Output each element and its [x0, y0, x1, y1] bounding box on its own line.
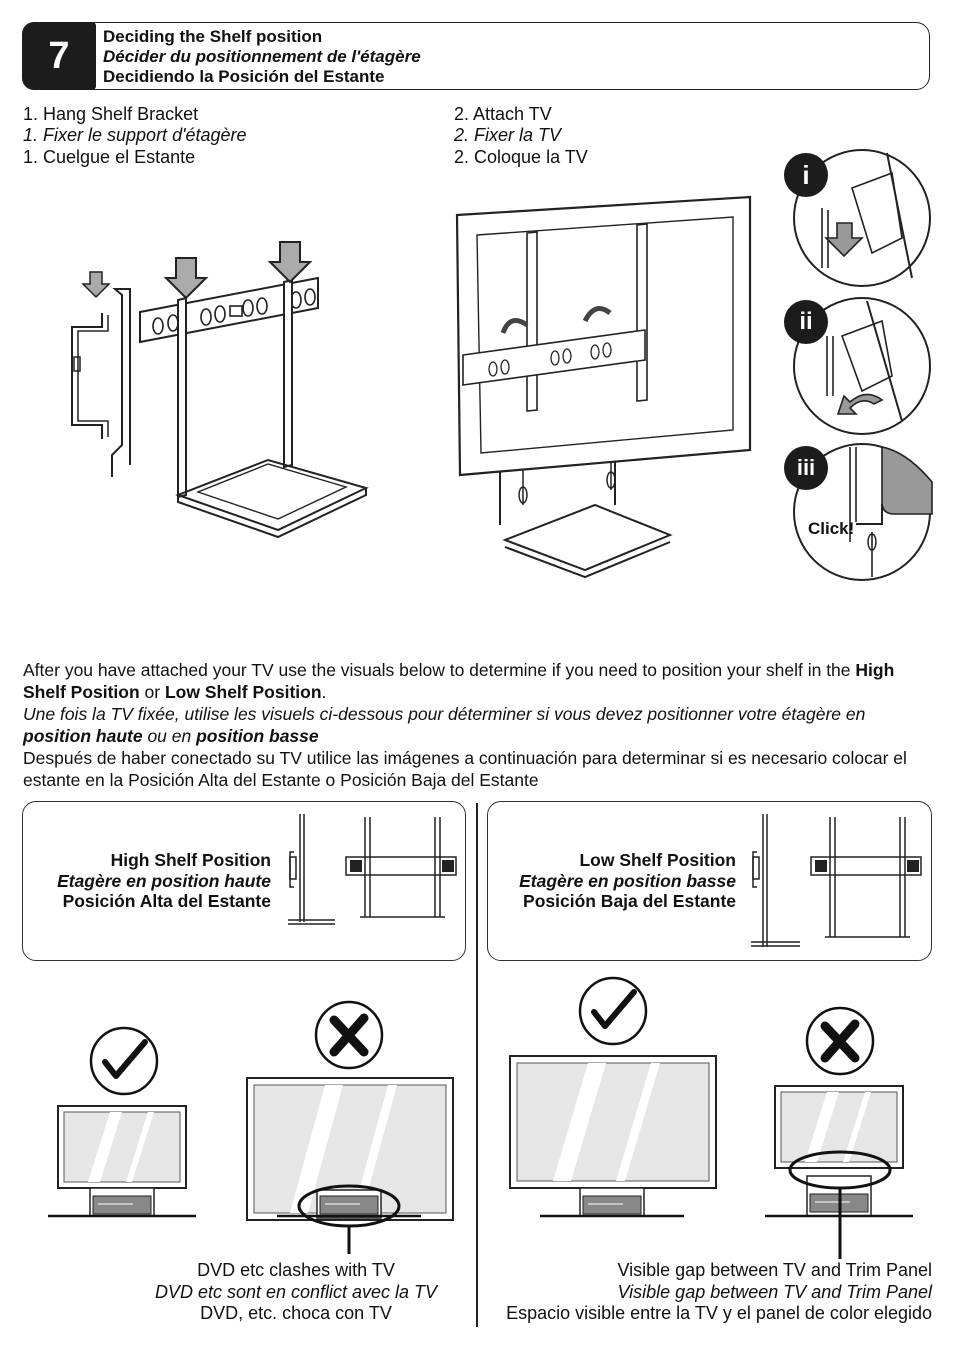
cross-mark-icon — [314, 1000, 384, 1070]
step2-fr: 2. Fixer la TV — [454, 125, 562, 145]
tv-attach-illustration — [455, 195, 755, 580]
step1-en: 1. Hang Shelf Bracket — [23, 104, 199, 124]
column-divider — [476, 803, 478, 1327]
tv-scene-low-correct — [508, 1054, 720, 1219]
tv-scene-high-clash — [245, 1076, 457, 1256]
clash-caption: DVD etc clashes with TV DVD etc sont en conflict avec la TV DVD, etc. choca con TV — [154, 1260, 438, 1323]
cross-mark-icon — [805, 1006, 875, 1076]
low-shelf-diagram — [745, 812, 920, 947]
tv-scene-high-correct — [48, 1104, 198, 1219]
instructions-en: After you have attached your TV use the visuals below to determine if you need to position your shelf in the High Shelf Position or Low Shelf Position. — [23, 660, 895, 702]
step1-es: 1. Cuelgue el Estante — [23, 147, 196, 167]
high-shelf-label: High Shelf Position Etagère en position haute Posición Alta del Estante — [57, 850, 271, 911]
check-mark-icon — [89, 1026, 159, 1096]
title-es: Decidiendo la Posición del Estante — [103, 67, 385, 86]
down-arrow-icon — [82, 272, 110, 298]
check-mark-icon — [578, 976, 648, 1046]
gap-caption: Visible gap between TV and Trim Panel Visible gap between TV and Trim Panel Espacio visible entre la TV y el panel de color elegido — [506, 1260, 932, 1323]
detail-label-ii: ii — [784, 300, 828, 344]
detail-label-i: i — [784, 153, 828, 197]
step2-en: 2. Attach TV — [454, 104, 552, 124]
instructions-fr: Une fois la TV fixée, utilise les visuels ci-dessous pour déterminer si vous devez positionner votre étagère en position haute ou en position basse — [23, 704, 866, 746]
shelf-bracket-illustration — [138, 240, 373, 535]
instructions-es: Después de haber conectado su TV utilice las imágenes a continuación para determinar si es necesario colocar el estante en la Posición Alta del Estante o Posición Baja del Estante — [23, 748, 907, 790]
tv-scene-low-gap — [765, 1084, 915, 1259]
step2-es: 2. Coloque la TV — [454, 147, 588, 167]
title-fr: Décider du positionnement de l'étagère — [103, 47, 421, 66]
step-number-badge: 7 — [22, 22, 96, 90]
high-shelf-diagram — [280, 812, 455, 924]
step1-fr: 1. Fixer le support d'étagère — [23, 125, 247, 145]
low-shelf-label: Low Shelf Position Etagère en position basse Posición Baja del Estante — [519, 850, 736, 911]
click-label: Click! — [808, 519, 855, 538]
title-en: Deciding the Shelf position — [103, 27, 323, 46]
detail-label-iii: iii — [784, 446, 828, 490]
